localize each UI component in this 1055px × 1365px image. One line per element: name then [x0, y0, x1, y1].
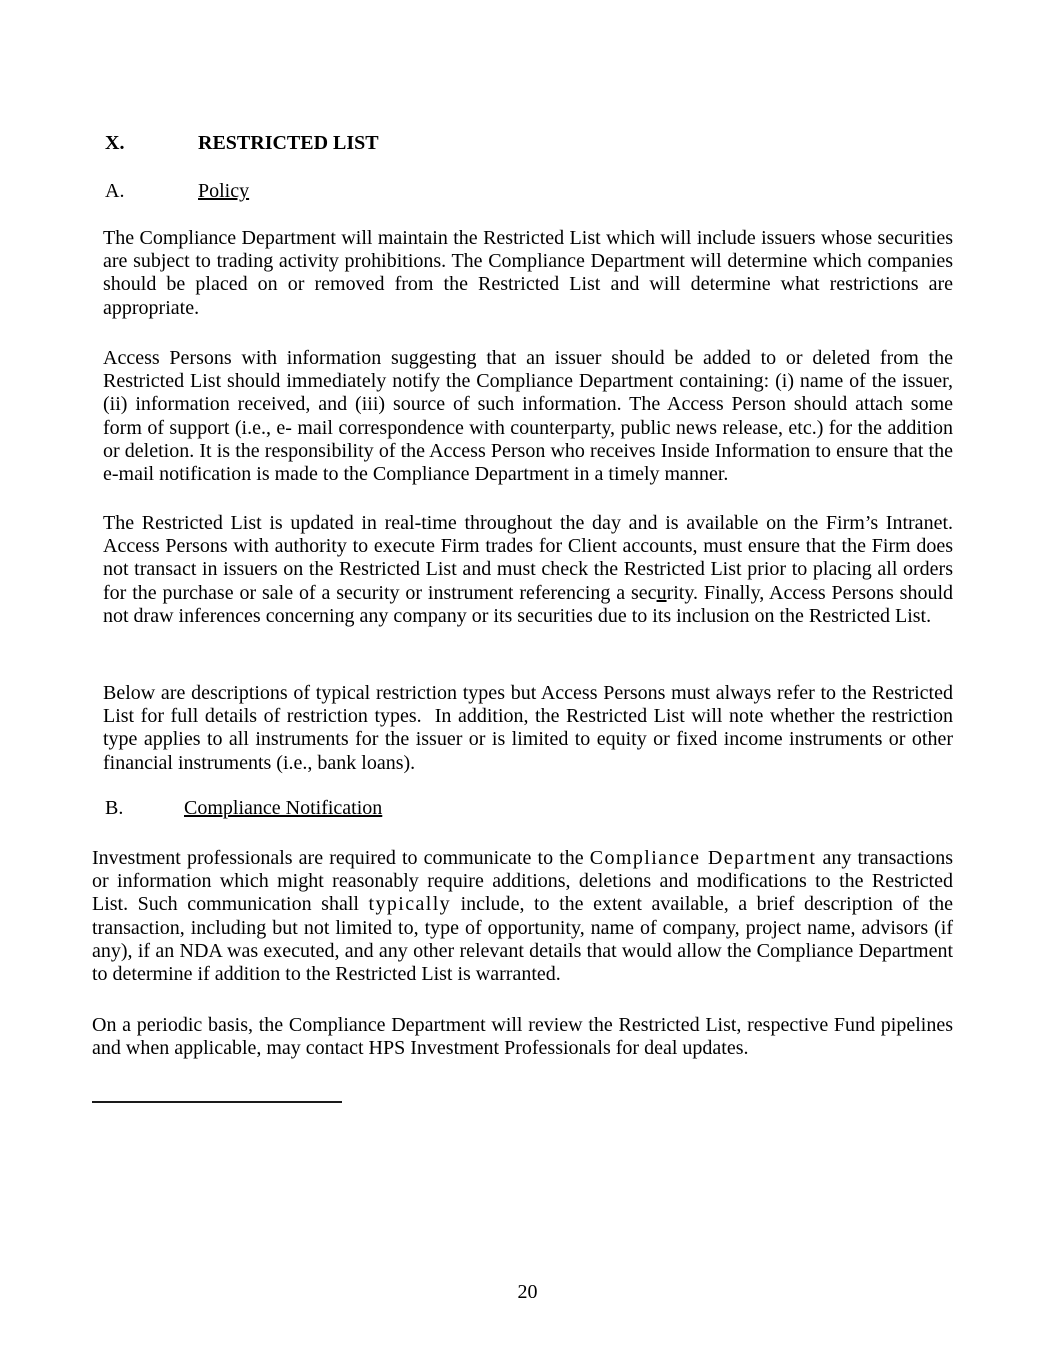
section-heading-b	[105, 797, 382, 820]
section-number-x: X.	[105, 132, 125, 154]
page-number: 20	[517, 1281, 538, 1303]
paragraph-policy-3: The Restricted List is updated in real-time throughout the day and is available on the Firm’s Intranet. Access Persons with authority to execute Firm trades for Client accounts, must ensure that the Firm does not transact in issuers on the Restricted List and must check the Restricted List prior to placing all orders for the purchase or sale of a security or instrument referencing a security. Finally, Access Persons should not draw inferences concerning any company or its securities due to its inclusion on the Restricted List.	[103, 512, 953, 627]
section-number-b: B.	[105, 797, 124, 819]
section-title-x: RESTRICTED LIST	[198, 132, 379, 154]
paragraph-policy-4: Below are descriptions of typical restriction types but Access Persons must always refer to the Restricted List for full details of restriction types. In addition, the Restricted List will note whether the restriction type applies to all instruments for the issuer or is limited to equity or fixed income instruments or other financial instruments (i.e., bank loans).	[103, 682, 953, 774]
footnote-separator	[92, 1101, 342, 1103]
paragraph-policy-2: Access Persons with information suggesting that an issuer should be added to or deleted from the Restricted List should immediately notify the Compliance Department containing: (i) name of the issuer, (ii) information received, and (iii) source of such information. The Access Person should attach some form of support (i.e., e- mail correspondence with counterparty, public news release, etc.) for the addition or deletion. It is the responsibility of the Access Person who receives Inside Information to ensure that the e-mail notification is made to the Compliance Department in a timely manner.	[103, 347, 953, 486]
paragraph-notification-2: On a periodic basis, the Compliance Department will review the Restricted List, respective Fund pipelines and when applicable, may contact HPS Investment Professionals for deal updates.	[92, 1014, 953, 1060]
section-heading-a	[105, 180, 249, 203]
section-number-a: A.	[105, 180, 125, 202]
paragraph-policy-1: The Compliance Department will maintain the Restricted List which will include issuers whose securities are subject to trading activity prohibitions. The Compliance Department will determine which companies should be placed on or removed from the Restricted List and will determine what restrictions are appropriate.	[103, 227, 953, 319]
paragraph-notification-1: Investment professionals are required to communicate to the Compliance Department any transactions or information which might reasonably require additions, deletions and modifications to the Restricted List. Such communication shall typically include, to the extent available, a brief description of the transaction, including but not limited to, type of opportunity, name of company, project name, advisors (if any), if an NDA was executed, and any other relevant details that would allow the Compliance Department to determine if addition to the Restricted List is warranted.	[92, 847, 954, 986]
section-title-a: Policy	[198, 180, 250, 202]
section-heading-x	[105, 132, 379, 155]
section-title-b: Compliance Notification	[184, 797, 383, 819]
